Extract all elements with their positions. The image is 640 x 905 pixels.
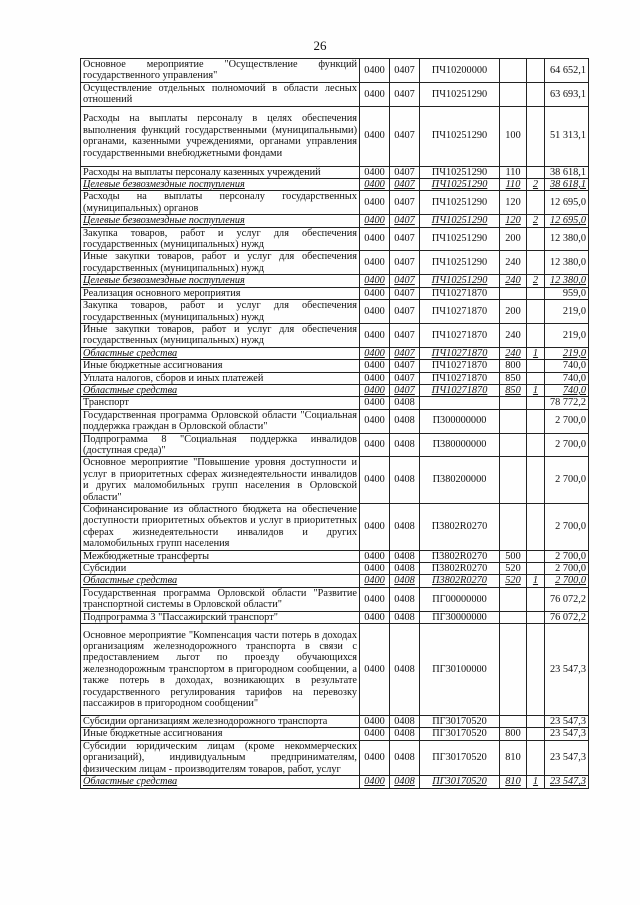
table-row xyxy=(81,728,589,740)
row-subsection: 0407 xyxy=(390,82,420,106)
row-subsection: 0407 xyxy=(390,215,420,227)
row-kosgu: 1 xyxy=(527,347,545,359)
row-subsection: 0407 xyxy=(390,191,420,215)
row-expense-type: 810 xyxy=(500,740,527,775)
row-amount: 12 380,0 xyxy=(545,251,589,275)
row-expense-type: 120 xyxy=(500,191,527,215)
row-subsection: 0407 xyxy=(390,227,420,251)
row-section: 0400 xyxy=(360,275,390,287)
row-section: 0400 xyxy=(360,433,390,457)
row-name: Областные средства xyxy=(81,575,360,587)
row-target-code: ПЧ10251290 xyxy=(420,191,500,215)
table-row xyxy=(81,215,589,227)
row-kosgu xyxy=(527,563,545,575)
row-target-code: ПГ30170520 xyxy=(420,716,500,728)
row-name: Расходы на выплаты персоналу в целях обеспечения выполнения функций государственными (муниципальными) органами, казенными учреждениями, органами управления государственными внебюджетными фондами xyxy=(81,106,360,166)
row-target-code: ПЧ10271870 xyxy=(420,300,500,324)
row-section: 0400 xyxy=(360,59,390,83)
row-subsection: 0408 xyxy=(390,397,420,409)
row-amount: 38 618,1 xyxy=(545,166,589,178)
table-row xyxy=(81,59,589,83)
table-row xyxy=(81,82,589,106)
row-subsection: 0408 xyxy=(390,433,420,457)
row-subsection: 0408 xyxy=(390,504,420,551)
table-row xyxy=(81,611,589,623)
row-amount: 78 772,2 xyxy=(545,397,589,409)
row-section: 0400 xyxy=(360,504,390,551)
row-target-code: ПЧ10271870 xyxy=(420,287,500,299)
row-section: 0400 xyxy=(360,323,390,347)
row-section: 0400 xyxy=(360,611,390,623)
row-name: Расходы на выплаты персоналу казенных учреждений xyxy=(81,166,360,178)
row-section: 0400 xyxy=(360,251,390,275)
row-name: Подпрограмма 3 "Пассажирский транспорт" xyxy=(81,611,360,623)
row-target-code: ПГ30170520 xyxy=(420,776,500,789)
table-row xyxy=(81,716,589,728)
row-expense-type: 520 xyxy=(500,575,527,587)
row-expense-type xyxy=(500,716,527,728)
row-kosgu xyxy=(527,409,545,433)
row-subsection: 0407 xyxy=(390,287,420,299)
row-amount: 23 547,3 xyxy=(545,728,589,740)
row-section: 0400 xyxy=(360,227,390,251)
row-expense-type xyxy=(500,82,527,106)
row-kosgu xyxy=(527,457,545,504)
table-row xyxy=(81,360,589,372)
row-section: 0400 xyxy=(360,347,390,359)
row-section: 0400 xyxy=(360,575,390,587)
row-section: 0400 xyxy=(360,384,390,396)
row-amount: 38 618,1 xyxy=(545,179,589,191)
row-expense-type xyxy=(500,287,527,299)
row-amount: 219,0 xyxy=(545,300,589,324)
table-row xyxy=(81,457,589,504)
row-amount: 219,0 xyxy=(545,323,589,347)
table-row xyxy=(81,347,589,359)
row-subsection: 0408 xyxy=(390,457,420,504)
table-row xyxy=(81,409,589,433)
table-row xyxy=(81,106,589,166)
row-section: 0400 xyxy=(360,776,390,789)
row-section: 0400 xyxy=(360,740,390,775)
row-name: Областные средства xyxy=(81,776,360,789)
row-kosgu: 2 xyxy=(527,275,545,287)
row-target-code: ПЧ10271870 xyxy=(420,347,500,359)
row-amount: 23 547,3 xyxy=(545,624,589,716)
row-name: Областные средства xyxy=(81,347,360,359)
row-kosgu: 1 xyxy=(527,384,545,396)
row-name: Расходы на выплаты персоналу государственных (муниципальных) органов xyxy=(81,191,360,215)
row-expense-type xyxy=(500,624,527,716)
row-target-code: ПЧ10251290 xyxy=(420,106,500,166)
row-amount: 740,0 xyxy=(545,372,589,384)
row-amount: 2 700,0 xyxy=(545,575,589,587)
row-target-code: ПЧ10271870 xyxy=(420,384,500,396)
row-kosgu xyxy=(527,372,545,384)
row-target-code: ПЧ10271870 xyxy=(420,360,500,372)
row-kosgu xyxy=(527,106,545,166)
row-subsection: 0407 xyxy=(390,251,420,275)
row-name: Субсидии xyxy=(81,563,360,575)
row-amount: 23 547,3 xyxy=(545,716,589,728)
row-expense-type xyxy=(500,457,527,504)
row-target-code: П3802R0270 xyxy=(420,563,500,575)
row-name: Закупка товаров, работ и услуг для обеспечения государственных (муниципальных) нужд xyxy=(81,300,360,324)
row-subsection: 0408 xyxy=(390,776,420,789)
row-kosgu xyxy=(527,728,545,740)
row-name: Межбюджетные трансферты xyxy=(81,550,360,562)
row-kosgu xyxy=(527,59,545,83)
row-section: 0400 xyxy=(360,191,390,215)
row-kosgu xyxy=(527,191,545,215)
row-subsection: 0408 xyxy=(390,611,420,623)
row-expense-type xyxy=(500,587,527,611)
row-kosgu xyxy=(527,716,545,728)
row-amount: 740,0 xyxy=(545,384,589,396)
row-section: 0400 xyxy=(360,215,390,227)
row-subsection: 0407 xyxy=(390,275,420,287)
row-subsection: 0407 xyxy=(390,179,420,191)
row-subsection: 0408 xyxy=(390,575,420,587)
row-section: 0400 xyxy=(360,397,390,409)
row-amount: 64 652,1 xyxy=(545,59,589,83)
row-kosgu xyxy=(527,287,545,299)
row-section: 0400 xyxy=(360,287,390,299)
table-row xyxy=(81,587,589,611)
row-target-code: ПЧ10251290 xyxy=(420,166,500,178)
row-name: Основное мероприятие "Повышение уровня доступности и услуг в приоритетных сферах жизнедеятельности инвалидов и других маломобильных групп населения в Орловской области" xyxy=(81,457,360,504)
row-kosgu xyxy=(527,251,545,275)
table-row xyxy=(81,433,589,457)
row-name: Областные средства xyxy=(81,384,360,396)
row-expense-type: 240 xyxy=(500,251,527,275)
row-amount: 12 380,0 xyxy=(545,275,589,287)
table-row xyxy=(81,776,589,789)
row-target-code: П300000000 xyxy=(420,409,500,433)
row-section: 0400 xyxy=(360,300,390,324)
row-subsection: 0407 xyxy=(390,300,420,324)
row-target-code: П3802R0270 xyxy=(420,550,500,562)
row-amount: 740,0 xyxy=(545,360,589,372)
row-amount: 76 072,2 xyxy=(545,587,589,611)
row-expense-type: 850 xyxy=(500,372,527,384)
row-name: Транспорт xyxy=(81,397,360,409)
row-expense-type: 810 xyxy=(500,776,527,789)
table-row xyxy=(81,563,589,575)
row-name: Государственная программа Орловской области "Социальная поддержка граждан в Орловской области" xyxy=(81,409,360,433)
row-target-code: П380200000 xyxy=(420,457,500,504)
row-amount: 959,0 xyxy=(545,287,589,299)
row-amount: 2 700,0 xyxy=(545,504,589,551)
row-subsection: 0407 xyxy=(390,166,420,178)
row-expense-type: 240 xyxy=(500,323,527,347)
row-section: 0400 xyxy=(360,457,390,504)
row-kosgu xyxy=(527,504,545,551)
row-subsection: 0407 xyxy=(390,323,420,347)
row-name: Целевые безвозмездные поступления xyxy=(81,179,360,191)
table-row xyxy=(81,740,589,775)
row-subsection: 0408 xyxy=(390,550,420,562)
row-target-code: ПГ30170520 xyxy=(420,740,500,775)
row-subsection: 0408 xyxy=(390,716,420,728)
row-name: Иные бюджетные ассигнования xyxy=(81,360,360,372)
table-row xyxy=(81,275,589,287)
row-name: Иные закупки товаров, работ и услуг для обеспечения государственных (муниципальных) нужд xyxy=(81,323,360,347)
row-expense-type xyxy=(500,397,527,409)
row-name: Софинансирование из областного бюджета на обеспечение доступности приоритетных объектов и услуг в приоритетных сферах жизнедеятельности инвалидов и других маломобильных групп населения xyxy=(81,504,360,551)
row-subsection: 0408 xyxy=(390,563,420,575)
row-section: 0400 xyxy=(360,82,390,106)
table-row xyxy=(81,384,589,396)
row-target-code: ПЧ10251290 xyxy=(420,251,500,275)
row-section: 0400 xyxy=(360,550,390,562)
row-name: Целевые безвозмездные поступления xyxy=(81,275,360,287)
row-target-code: ПГ30000000 xyxy=(420,611,500,623)
row-kosgu: 1 xyxy=(527,776,545,789)
row-target-code: ПЧ10271870 xyxy=(420,323,500,347)
table-row xyxy=(81,166,589,178)
table-row xyxy=(81,191,589,215)
row-amount: 23 547,3 xyxy=(545,776,589,789)
row-name: Субсидии организациям железнодорожного транспорта xyxy=(81,716,360,728)
row-amount: 12 695,0 xyxy=(545,215,589,227)
row-name: Осуществление отдельных полномочий в области лесных отношений xyxy=(81,82,360,106)
row-kosgu xyxy=(527,433,545,457)
row-subsection: 0408 xyxy=(390,740,420,775)
row-expense-type: 200 xyxy=(500,227,527,251)
budget-table-body xyxy=(81,59,589,789)
row-amount: 2 700,0 xyxy=(545,409,589,433)
row-name: Основное мероприятие "Компенсация части потерь в доходах организациям железнодорожного транспорта в связи с предоставлением льгот по проезду обучающихся железнодорожным транспортом в пригородном сообщении, а также потерь в доходах, возникающих в результате государственного регулирования тарифов на перевозку пассажиров в пригородном сообщении" xyxy=(81,624,360,716)
row-name: Подпрограмма 8 "Социальная поддержка инвалидов (доступная среда)" xyxy=(81,433,360,457)
table-row xyxy=(81,179,589,191)
row-expense-type xyxy=(500,433,527,457)
row-expense-type: 500 xyxy=(500,550,527,562)
table-row xyxy=(81,504,589,551)
row-kosgu xyxy=(527,587,545,611)
row-kosgu xyxy=(527,166,545,178)
row-kosgu xyxy=(527,360,545,372)
row-name: Реализация основного мероприятия xyxy=(81,287,360,299)
row-section: 0400 xyxy=(360,716,390,728)
row-kosgu xyxy=(527,227,545,251)
row-subsection: 0407 xyxy=(390,106,420,166)
row-subsection: 0407 xyxy=(390,59,420,83)
row-kosgu xyxy=(527,550,545,562)
row-amount: 219,0 xyxy=(545,347,589,359)
row-expense-type: 110 xyxy=(500,166,527,178)
row-section: 0400 xyxy=(360,166,390,178)
row-target-code: ПЧ10251290 xyxy=(420,275,500,287)
row-expense-type xyxy=(500,504,527,551)
row-kosgu xyxy=(527,740,545,775)
row-subsection: 0407 xyxy=(390,372,420,384)
row-target-code: ПЧ10251290 xyxy=(420,179,500,191)
row-kosgu: 1 xyxy=(527,575,545,587)
row-kosgu xyxy=(527,624,545,716)
budget-table xyxy=(80,58,589,789)
row-name: Целевые безвозмездные поступления xyxy=(81,215,360,227)
row-expense-type xyxy=(500,59,527,83)
row-section: 0400 xyxy=(360,728,390,740)
row-name: Иные закупки товаров, работ и услуг для обеспечения государственных (муниципальных) нужд xyxy=(81,251,360,275)
row-amount: 2 700,0 xyxy=(545,550,589,562)
row-expense-type xyxy=(500,611,527,623)
row-expense-type: 800 xyxy=(500,360,527,372)
row-amount: 23 547,3 xyxy=(545,740,589,775)
row-subsection: 0408 xyxy=(390,587,420,611)
row-expense-type: 800 xyxy=(500,728,527,740)
row-subsection: 0408 xyxy=(390,624,420,716)
row-target-code xyxy=(420,397,500,409)
row-section: 0400 xyxy=(360,587,390,611)
row-expense-type: 100 xyxy=(500,106,527,166)
row-amount: 63 693,1 xyxy=(545,82,589,106)
row-target-code: ПЧ10251290 xyxy=(420,82,500,106)
row-section: 0400 xyxy=(360,106,390,166)
row-expense-type xyxy=(500,409,527,433)
row-amount: 51 313,1 xyxy=(545,106,589,166)
row-target-code: ПГ30100000 xyxy=(420,624,500,716)
row-subsection: 0407 xyxy=(390,384,420,396)
table-row xyxy=(81,550,589,562)
table-row xyxy=(81,300,589,324)
row-expense-type: 110 xyxy=(500,179,527,191)
row-kosgu xyxy=(527,323,545,347)
row-subsection: 0407 xyxy=(390,360,420,372)
row-target-code: ПЧ10200000 xyxy=(420,59,500,83)
row-kosgu xyxy=(527,397,545,409)
row-target-code: П380000000 xyxy=(420,433,500,457)
row-amount: 2 700,0 xyxy=(545,433,589,457)
row-subsection: 0408 xyxy=(390,728,420,740)
table-row xyxy=(81,575,589,587)
table-row xyxy=(81,397,589,409)
row-section: 0400 xyxy=(360,409,390,433)
row-subsection: 0407 xyxy=(390,347,420,359)
row-name: Государственная программа Орловской области "Развитие транспортной системы в Орловской области" xyxy=(81,587,360,611)
row-target-code: П3802R0270 xyxy=(420,575,500,587)
table-row xyxy=(81,251,589,275)
row-kosgu xyxy=(527,300,545,324)
row-amount: 2 700,0 xyxy=(545,457,589,504)
page-number: 26 xyxy=(313,38,327,53)
row-name: Закупка товаров, работ и услуг для обеспечения государственных (муниципальных) нужд xyxy=(81,227,360,251)
row-section: 0400 xyxy=(360,563,390,575)
row-section: 0400 xyxy=(360,179,390,191)
row-expense-type: 850 xyxy=(500,384,527,396)
row-kosgu xyxy=(527,611,545,623)
row-section: 0400 xyxy=(360,624,390,716)
row-amount: 12 380,0 xyxy=(545,227,589,251)
table-row xyxy=(81,227,589,251)
row-amount: 2 700,0 xyxy=(545,563,589,575)
row-name: Уплата налогов, сборов и иных платежей xyxy=(81,372,360,384)
row-target-code: П3802R0270 xyxy=(420,504,500,551)
row-expense-type: 200 xyxy=(500,300,527,324)
table-row xyxy=(81,287,589,299)
row-amount: 12 695,0 xyxy=(545,191,589,215)
row-section: 0400 xyxy=(360,372,390,384)
table-row xyxy=(81,624,589,716)
row-target-code: ПЧ10271870 xyxy=(420,372,500,384)
table-row xyxy=(81,323,589,347)
row-subsection: 0408 xyxy=(390,409,420,433)
row-target-code: ПГ30170520 xyxy=(420,728,500,740)
row-kosgu xyxy=(527,82,545,106)
row-expense-type: 240 xyxy=(500,347,527,359)
row-kosgu: 2 xyxy=(527,179,545,191)
row-target-code: ПЧ10251290 xyxy=(420,215,500,227)
row-name: Основное мероприятие "Осуществление функций государственного управления" xyxy=(81,59,360,83)
row-kosgu: 2 xyxy=(527,215,545,227)
row-expense-type: 240 xyxy=(500,275,527,287)
row-section: 0400 xyxy=(360,360,390,372)
row-name: Иные бюджетные ассигнования xyxy=(81,728,360,740)
row-target-code: ПГ00000000 xyxy=(420,587,500,611)
row-amount: 76 072,2 xyxy=(545,611,589,623)
row-name: Субсидии юридическим лицам (кроме некоммерческих организаций), индивидуальным предпринимателям, физическим лицам - производителям товаров, работ, услуг xyxy=(81,740,360,775)
row-target-code: ПЧ10251290 xyxy=(420,227,500,251)
row-expense-type: 120 xyxy=(500,215,527,227)
table-row xyxy=(81,372,589,384)
row-expense-type: 520 xyxy=(500,563,527,575)
